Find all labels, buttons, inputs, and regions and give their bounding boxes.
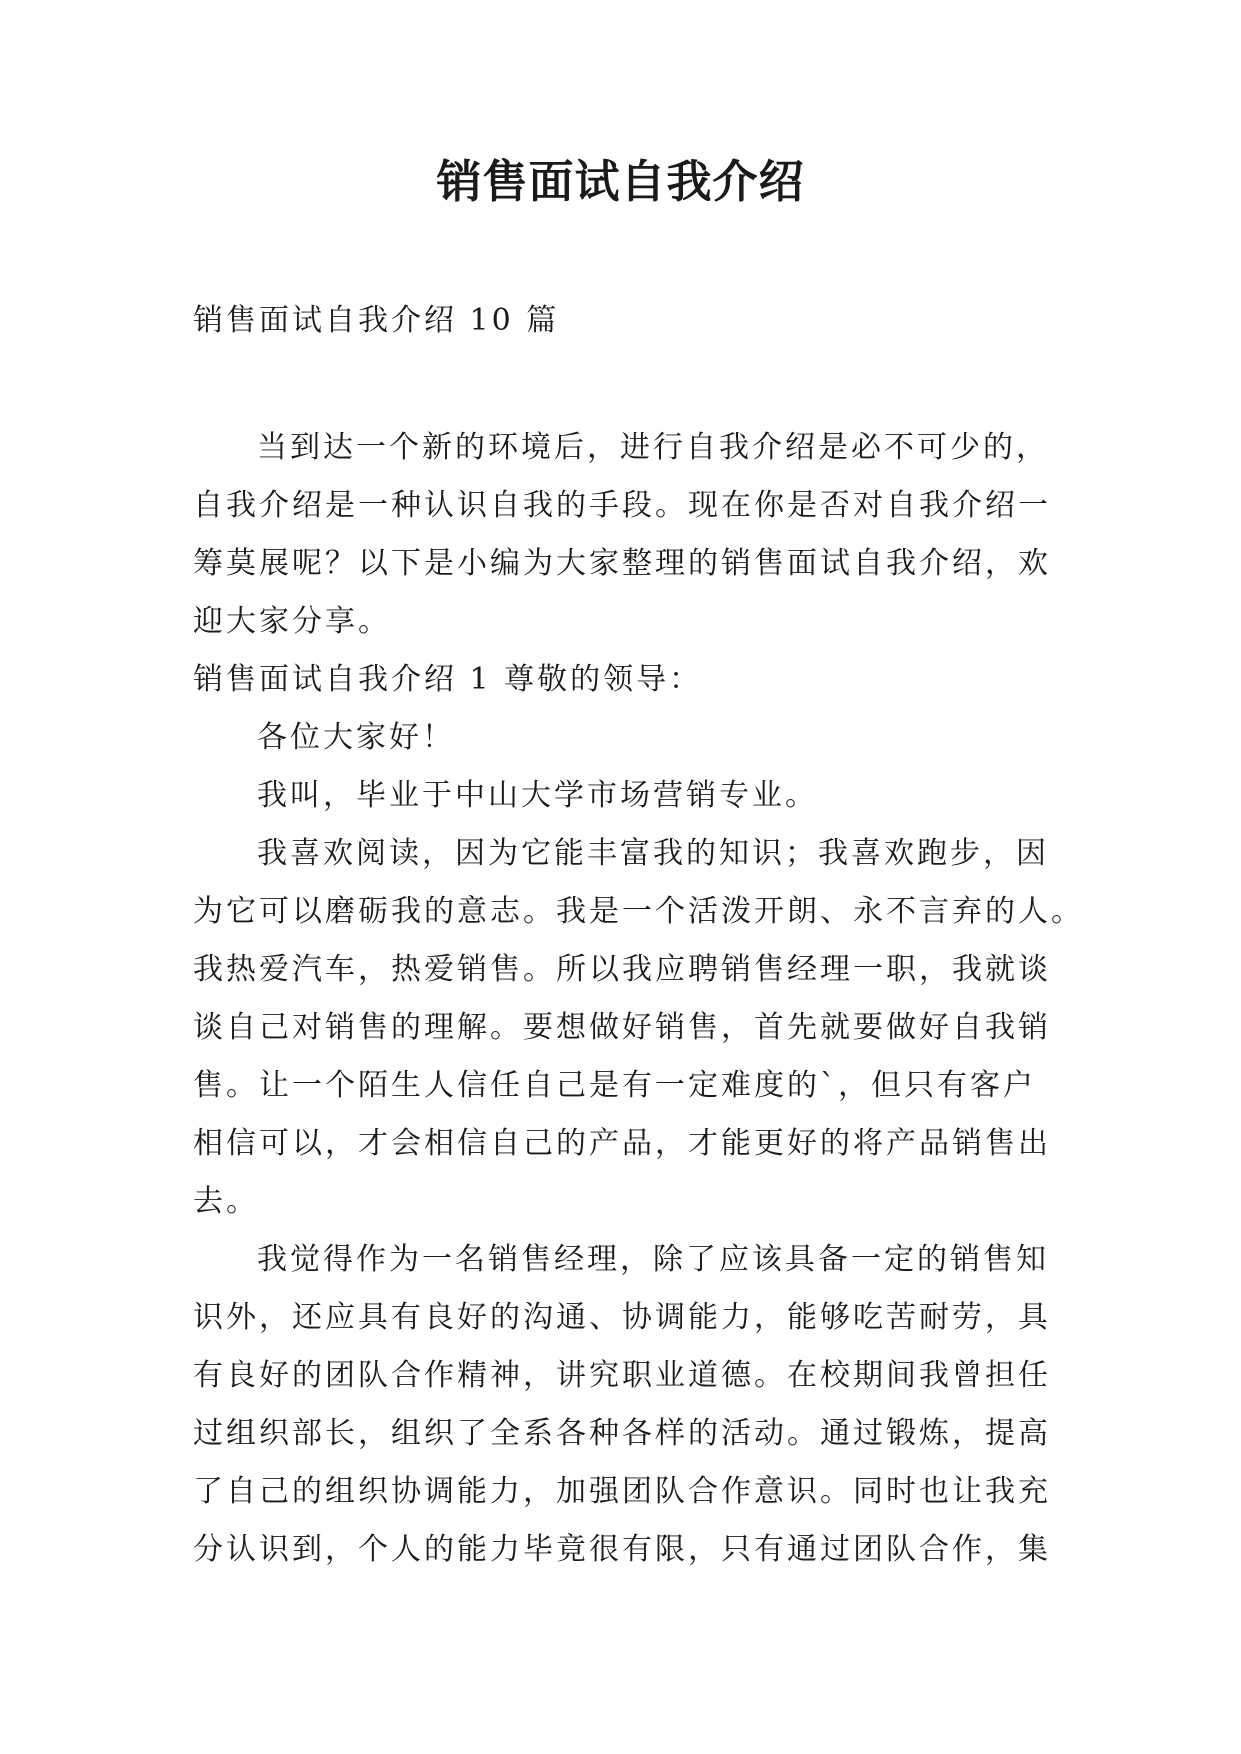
text-line: 我觉得作为一名销售经理，除了应该具备一定的销售知: [257, 1242, 1049, 1277]
text-line: 销售面试自我介绍 1 尊敬的领导：: [193, 662, 703, 697]
text-line: 我叫，毕业于中山大学市场营销专业。: [257, 778, 818, 813]
text-line: 分认识到，个人的能力毕竟很有限，只有通过团队合作，集: [193, 1532, 1051, 1567]
text-line: 过组织部长，组织了全系各种各样的活动。通过锻炼，提高: [193, 1416, 1051, 1451]
text-line: 了自己的组织协调能力，加强团队合作意识。同时也让我充: [193, 1474, 1051, 1509]
text-line: 筹莫展呢？以下是小编为大家整理的销售面试自我介绍，欢: [193, 546, 1051, 581]
text-line: 各位大家好！: [257, 720, 455, 755]
text-line: 去。: [193, 1184, 259, 1219]
text-line: 迎大家分享。: [193, 604, 391, 639]
text-line: 识外，还应具有良好的沟通、协调能力，能够吃苦耐劳，具: [193, 1300, 1051, 1335]
document-body: [193, 292, 1084, 1579]
spacer: [193, 350, 1053, 419]
document-subtitle: 销售面试自我介绍 10 篇: [193, 303, 560, 338]
text-line: 谈自己对销售的理解。要想做好销售，首先就要做好自我销: [193, 1010, 1051, 1045]
text-line: 为它可以磨砺我的意志。我是一个活泼开朗、永不言弃的人。: [193, 894, 1084, 929]
document-title: 销售面试自我介绍: [436, 155, 805, 208]
text-line: 售。让一个陌生人信任自己是有一定难度的`，但只有客户: [193, 1068, 1036, 1103]
text-line: 我喜欢阅读，因为它能丰富我的知识；我喜欢跑步，因: [257, 836, 1049, 871]
text-line: 有良好的团队合作精神，讲究职业道德。在校期间我曾担任: [193, 1358, 1051, 1393]
text-line: 我热爱汽车，热爱销售。所以我应聘销售经理一职，我就谈: [193, 952, 1051, 987]
text-line: 相信可以，才会相信自己的产品，才能更好的将产品销售出: [193, 1126, 1051, 1161]
text-line: 当到达一个新的环境后，进行自我介绍是必不可少的，: [257, 430, 1049, 465]
paragraph-lines: [193, 419, 1084, 1579]
text-line: 自我介绍是一种认识自我的手段。现在你是否对自我介绍一: [193, 488, 1051, 523]
